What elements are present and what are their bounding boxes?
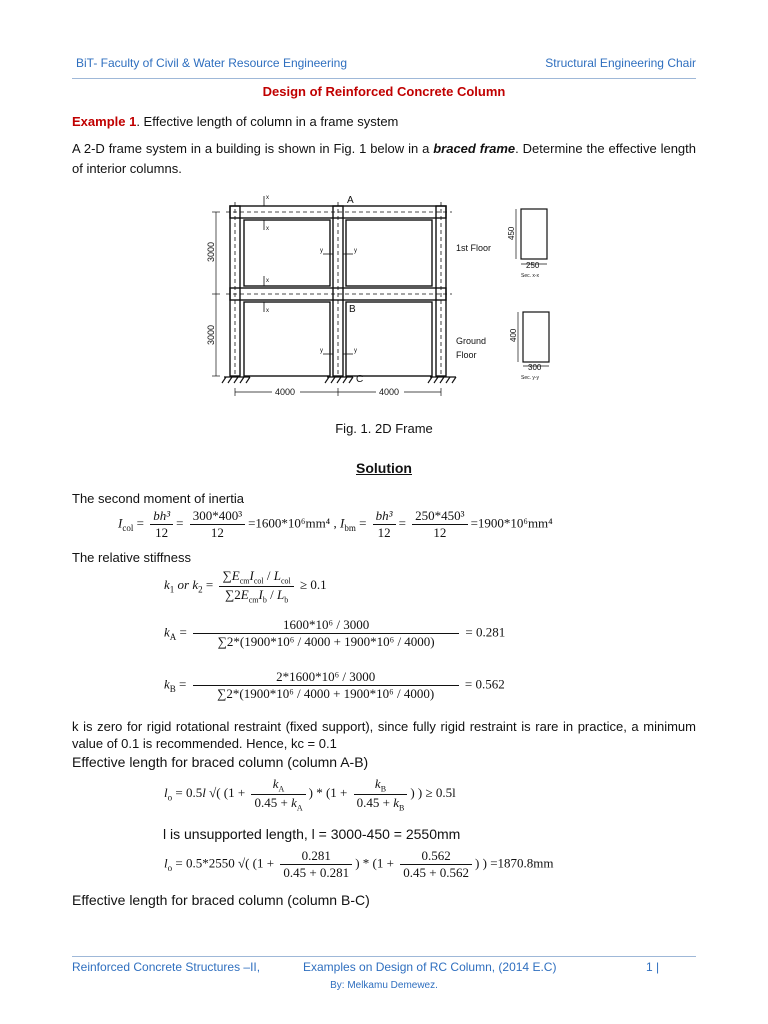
footer-author: By: Melkamu Demewez. [330, 980, 438, 991]
lo-gen-result: ≥ 0.5l [425, 785, 456, 801]
cut-y-3: y [320, 348, 323, 354]
icol-den: 12 [155, 525, 169, 540]
lo-general-equation: $l_o = 0.5l$ √( (1 + $\frac{k_A}{0.45 + k_A}$ ) * (1 + $\frac{k_B}{0.45 + k_B}$ ) ) ≥ 0.5l [164, 776, 456, 813]
intro-paragraph [72, 139, 696, 179]
lo-ka-num: 0.281 [280, 848, 352, 865]
intro-part2: . Determine the effective length of interior columns. [72, 141, 696, 176]
ibm-den: 12 [377, 525, 391, 540]
kb-den: ∑2*(1900*10⁶ / 4000 + 1900*10⁶ / 4000) [217, 686, 435, 701]
lo-kb-num: 0.562 [400, 848, 472, 865]
cut-x-4: x [266, 308, 269, 314]
node-c-label: C [356, 374, 364, 385]
dim-height-2: 3000 [206, 324, 216, 345]
dim-width-2: 4000 [379, 387, 400, 397]
inertia-equation: $I_{col}$ = $\frac{\text{bh³}}{12}$ = $\frac{\text{300*400³}}{12}$ =1600*10⁶mm⁴ , $I_{bm}$ = $\frac{\text{bh³}}{12}$ = $\frac{\text{250*450³}}{12}$ =1900*10⁶mm⁴ [118, 508, 553, 540]
node-b-label: B [349, 304, 356, 315]
k-gen-num: $\sum E_{cm}I_{col} / L_{col}$ [219, 568, 293, 587]
unsupported-length: l is unsupported length, l = 3000-450 = 2550mm [163, 826, 461, 842]
ka-result: = 0.281 [465, 624, 506, 640]
example-line [72, 112, 696, 132]
sec-xx-width: 250 [526, 261, 540, 270]
lo-value-equation: $l_o = 0.5*2550$ √( (1 + $\frac{0.281}{0.45 + 0.281}$ ) * (1 + $\frac{0.562}{0.45 + 0.562}$ ) ) =1870.8mm [164, 848, 554, 880]
cut-y-2: y [354, 248, 357, 254]
dim-height-1: 3000 [206, 241, 216, 262]
header-left: BiT- Faculty of Civil & Water Resource Engineering [76, 56, 347, 70]
footer-center: Examples on Design of RC Column, (2014 E.C) [303, 960, 557, 974]
ibm-den2: 12 [433, 525, 447, 540]
dim-width-1: 4000 [275, 387, 296, 397]
page-title: Design of Reinforced Concrete Column [262, 84, 506, 99]
first-floor-label: 1st Floor [456, 243, 492, 253]
inertia-label: The second moment of inertia [72, 491, 244, 506]
icol-result: =1600*10⁶mm⁴ , [248, 515, 337, 531]
kb-result: = 0.562 [464, 676, 505, 692]
kb-equation: $k_B$ = $\frac{\text{2*1600*10⁶ / 3000}}{\text{∑2*(1900*10⁶ / 4000 + 1900*10⁶ / 4000)}}$ = 0.562 [164, 669, 505, 701]
k-gen-result: ≥ 0.1 [300, 577, 327, 593]
header-right: Structural Engineering Chair [545, 56, 696, 70]
ibm-result: =1900*10⁶mm⁴ [470, 515, 553, 531]
footer-page: 1 | [646, 960, 660, 974]
ibm-num: bh³ [375, 508, 393, 523]
cut-x-1: x [266, 195, 269, 201]
sec-yy-width: 300 [528, 363, 542, 372]
sec-xx-height: 450 [507, 226, 516, 240]
ibm-num2: 250*450³ [412, 508, 467, 525]
sec-yy-height: 400 [509, 328, 518, 342]
icol-num2: 300*400³ [190, 508, 245, 525]
icol-den2: 12 [210, 525, 224, 540]
solution-heading: Solution [356, 460, 412, 476]
footer-rule [72, 956, 696, 957]
cut-y-4: y [354, 348, 357, 354]
example-label: Example 1 [72, 114, 137, 129]
ground-label-2: Floor [456, 350, 477, 360]
sec-xx-name: Sec. x-x [521, 273, 540, 279]
cut-x-3: x [266, 278, 269, 284]
ka-den: ∑2*(1900*10⁶ / 4000 + 1900*10⁶ / 4000) [217, 634, 435, 649]
footer-left: Reinforced Concrete Structures –II, [72, 960, 261, 974]
stiffness-label: The relative stiffness [72, 550, 191, 565]
figure-caption: Fig. 1. 2D Frame [335, 421, 433, 436]
k-note: k is zero for rigid rotational restraint (fixed support), since fully rigid restraint is rare in practice, a minimum value of 0.1 is recommended. Hence, kc = 0.1 [72, 719, 696, 751]
icol-num: bh³ [153, 508, 171, 523]
ka-equation: $k_A$ = $\frac{\text{1600*10⁶ / 3000}}{\text{∑2*(1900*10⁶ / 4000 + 1900*10⁶ / 4000)}}$ = 0.281 [164, 617, 506, 649]
eff-length-bc-label: Effective length for braced column (column B-C) [72, 892, 370, 908]
k-general-equation: $k_1$ or $k_2$ = $\frac{\sum E_{cm}I_{col} / L_{col}}{\sum 2E_{cm}I_b / L_b}$ ≥ 0.1 [164, 568, 327, 605]
lo-val-result: =1870.8mm [490, 855, 554, 871]
cut-y-1: y [320, 248, 323, 254]
eff-length-ab-label: Effective length for braced column (column A-B) [72, 754, 369, 770]
k-gen-den: $\sum 2E_{cm}I_b / L_b$ [225, 586, 289, 605]
node-a-label: A [347, 195, 354, 206]
example-text: . Effective length of column in a frame system [136, 114, 399, 129]
header-rule [72, 78, 696, 79]
ground-label-1: Ground [456, 336, 487, 346]
sec-yy-name: Sec. y-y [521, 375, 540, 381]
lo-ka-den: 0.45 + 0.281 [283, 865, 350, 880]
lo-kb-den: 0.45 + 0.562 [403, 865, 470, 880]
frame-figure [190, 190, 570, 410]
intro-part1: A 2-D frame system in a building is shown in Fig. 1 below in a [72, 141, 434, 156]
intro-emphasis: braced frame [433, 141, 516, 156]
ka-num: 1600*10⁶ / 3000 [193, 617, 459, 634]
cut-x-2: x [266, 226, 269, 232]
kb-num: 2*1600*10⁶ / 3000 [193, 669, 459, 686]
